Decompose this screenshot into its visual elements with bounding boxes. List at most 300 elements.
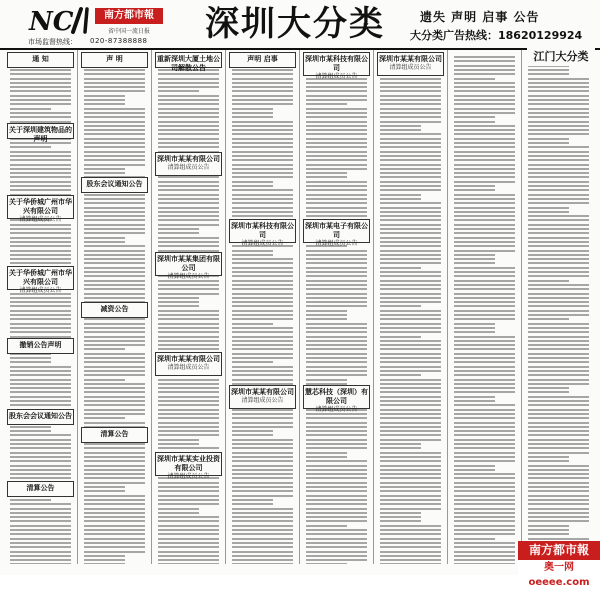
text-line bbox=[84, 138, 145, 140]
text-line bbox=[10, 318, 71, 320]
text-line bbox=[306, 133, 367, 135]
text-line bbox=[454, 512, 515, 514]
text-line bbox=[84, 452, 145, 454]
text-line bbox=[158, 305, 199, 307]
text-line bbox=[306, 159, 367, 161]
notice-subtitle: 清算组成员公告 bbox=[167, 364, 210, 371]
text-line bbox=[454, 155, 515, 157]
text-line bbox=[158, 482, 219, 484]
text-line bbox=[232, 473, 293, 475]
text-line bbox=[528, 301, 589, 303]
text-line bbox=[306, 121, 367, 123]
text-line bbox=[528, 327, 589, 329]
text-line bbox=[380, 563, 441, 564]
notice-title: 关于华侨城广州市华兴有限公司 bbox=[9, 198, 72, 215]
text-line bbox=[306, 379, 347, 381]
text-line bbox=[232, 452, 293, 454]
text-line bbox=[84, 542, 145, 544]
text-line bbox=[10, 301, 71, 303]
text-line bbox=[158, 396, 219, 398]
text-line bbox=[10, 116, 71, 118]
text-line bbox=[10, 228, 71, 230]
text-line bbox=[380, 297, 441, 299]
text-line bbox=[10, 520, 71, 522]
text-line bbox=[10, 151, 71, 153]
notice-title: 通 知 bbox=[32, 55, 49, 63]
text-line bbox=[232, 69, 293, 71]
text-line bbox=[454, 400, 495, 402]
text-line bbox=[232, 379, 293, 381]
text-line bbox=[232, 482, 293, 484]
text-line bbox=[158, 417, 219, 419]
text-line bbox=[528, 465, 589, 467]
text-line bbox=[528, 361, 589, 363]
text-line bbox=[380, 357, 441, 359]
text-line bbox=[380, 465, 441, 467]
text-line bbox=[454, 486, 515, 488]
text-line bbox=[454, 280, 515, 282]
notice-box bbox=[303, 219, 370, 247]
text-line bbox=[84, 503, 145, 505]
text-line bbox=[84, 250, 145, 252]
text-line bbox=[10, 546, 71, 548]
text-line bbox=[158, 99, 219, 101]
text-line bbox=[10, 112, 71, 114]
notice-box bbox=[229, 385, 296, 409]
text-line bbox=[232, 529, 293, 531]
text-line bbox=[84, 409, 145, 411]
text-line bbox=[158, 237, 219, 239]
text-line bbox=[84, 331, 145, 333]
text-line bbox=[158, 344, 219, 346]
text-line bbox=[306, 430, 367, 432]
text-line bbox=[158, 219, 219, 221]
text-line bbox=[84, 318, 145, 320]
text-line bbox=[84, 387, 145, 389]
text-line bbox=[380, 353, 441, 355]
text-line bbox=[454, 490, 515, 492]
text-line bbox=[232, 370, 293, 372]
text-line bbox=[84, 262, 145, 264]
text-line bbox=[306, 559, 367, 561]
text-line bbox=[158, 318, 219, 320]
text-line bbox=[380, 516, 421, 518]
text-line bbox=[454, 422, 515, 424]
text-line bbox=[380, 413, 441, 415]
text-line bbox=[306, 417, 367, 419]
text-line bbox=[10, 237, 71, 239]
text-line bbox=[380, 555, 441, 557]
text-line bbox=[158, 499, 219, 501]
text-line bbox=[158, 409, 219, 411]
text-line bbox=[158, 490, 219, 492]
text-line bbox=[306, 499, 367, 501]
text-line bbox=[10, 90, 71, 92]
masthead-badge: 南方都市報 bbox=[95, 8, 163, 24]
text-line bbox=[528, 490, 589, 492]
notice-subtitle: 清算组成员公告 bbox=[167, 273, 210, 280]
text-line bbox=[380, 275, 441, 277]
text-line bbox=[232, 133, 293, 135]
text-line bbox=[10, 181, 71, 183]
text-line bbox=[528, 168, 589, 170]
text-line bbox=[380, 400, 441, 402]
text-line bbox=[158, 215, 219, 217]
text-line bbox=[232, 538, 293, 540]
text-line bbox=[232, 495, 293, 497]
text-line bbox=[158, 400, 219, 402]
text-line bbox=[158, 503, 219, 505]
text-line bbox=[306, 452, 347, 454]
text-line bbox=[528, 400, 589, 402]
text-line bbox=[84, 563, 125, 564]
text-line bbox=[380, 185, 441, 187]
text-line bbox=[84, 559, 125, 561]
text-line bbox=[454, 245, 515, 247]
text-line bbox=[306, 426, 367, 428]
text-line bbox=[380, 499, 441, 501]
text-line bbox=[10, 164, 71, 166]
text-line bbox=[528, 271, 589, 273]
text-line bbox=[158, 288, 219, 290]
text-line bbox=[380, 469, 441, 471]
text-line bbox=[306, 280, 367, 282]
text-line bbox=[454, 430, 515, 432]
notice-title: 声 明 bbox=[106, 55, 123, 63]
text-line bbox=[84, 533, 145, 535]
text-line bbox=[10, 310, 71, 312]
text-line bbox=[528, 508, 589, 510]
text-line bbox=[158, 533, 219, 535]
text-line bbox=[158, 142, 219, 144]
notice-box bbox=[81, 52, 148, 68]
text-line bbox=[232, 318, 293, 320]
text-line bbox=[306, 198, 367, 200]
text-line bbox=[454, 95, 515, 97]
column-6 bbox=[374, 50, 448, 564]
text-line bbox=[84, 555, 125, 557]
text-line bbox=[306, 374, 367, 376]
text-line bbox=[84, 133, 145, 135]
text-line bbox=[306, 486, 367, 488]
text-line bbox=[158, 447, 219, 449]
text-line bbox=[528, 250, 589, 252]
text-line bbox=[10, 426, 51, 428]
text-line bbox=[84, 258, 145, 260]
text-line bbox=[380, 241, 441, 243]
text-line bbox=[380, 288, 441, 290]
stamp-top: 南方都市報 bbox=[518, 541, 600, 560]
text-line bbox=[380, 82, 441, 84]
text-line bbox=[158, 90, 199, 92]
sidebar-heading: 江门大分类 bbox=[527, 48, 595, 66]
text-line bbox=[158, 103, 219, 105]
text-line bbox=[84, 194, 145, 196]
text-line bbox=[454, 465, 495, 467]
newspaper-logo-icon bbox=[27, 6, 97, 34]
text-line bbox=[158, 327, 219, 329]
text-line bbox=[232, 327, 293, 329]
text-line bbox=[84, 219, 145, 221]
text-line bbox=[454, 533, 515, 535]
ad-hotline: 大分类广告热线：18620129924 bbox=[410, 29, 583, 42]
text-line bbox=[454, 73, 515, 75]
text-line bbox=[10, 387, 71, 389]
text-line bbox=[380, 490, 441, 492]
text-line bbox=[380, 125, 421, 127]
text-line bbox=[380, 525, 441, 527]
text-line bbox=[454, 374, 515, 376]
text-line bbox=[158, 108, 219, 110]
text-line bbox=[10, 529, 71, 531]
text-line bbox=[158, 542, 219, 544]
text-line bbox=[306, 86, 367, 88]
text-line bbox=[380, 262, 441, 264]
text-line bbox=[454, 215, 515, 217]
text-line bbox=[232, 176, 293, 178]
text-line bbox=[232, 211, 293, 213]
text-line bbox=[84, 82, 145, 84]
classified-columns bbox=[4, 50, 596, 564]
text-line bbox=[306, 258, 367, 260]
text-line bbox=[454, 284, 515, 286]
text-line bbox=[84, 293, 145, 295]
text-line bbox=[306, 189, 367, 191]
text-line bbox=[528, 499, 589, 501]
text-line bbox=[232, 563, 293, 564]
text-line bbox=[10, 327, 71, 329]
text-line bbox=[232, 469, 293, 471]
text-line bbox=[10, 563, 71, 564]
text-line bbox=[10, 172, 71, 174]
text-line bbox=[84, 271, 145, 273]
text-line bbox=[232, 215, 293, 217]
text-line bbox=[232, 280, 293, 282]
text-line bbox=[380, 460, 441, 462]
text-line bbox=[84, 125, 145, 127]
text-line bbox=[528, 284, 589, 286]
text-line bbox=[380, 305, 421, 307]
text-line bbox=[306, 516, 367, 518]
text-line bbox=[454, 439, 515, 441]
text-line bbox=[306, 512, 367, 514]
text-line bbox=[454, 267, 515, 269]
text-line bbox=[232, 417, 293, 419]
text-line bbox=[10, 499, 51, 501]
text-line bbox=[306, 336, 367, 338]
text-line bbox=[84, 327, 145, 329]
text-line bbox=[84, 490, 125, 492]
stamp-bottom: 奥一网 oeeee.com bbox=[518, 560, 600, 575]
text-line bbox=[306, 331, 367, 333]
text-line bbox=[306, 301, 367, 303]
text-line bbox=[306, 482, 367, 484]
column-5 bbox=[300, 50, 374, 564]
text-line bbox=[380, 202, 441, 204]
text-line bbox=[158, 245, 219, 247]
text-line bbox=[232, 486, 293, 488]
text-line bbox=[158, 379, 219, 381]
text-line bbox=[10, 379, 71, 381]
text-line bbox=[528, 129, 589, 131]
text-line bbox=[380, 477, 441, 479]
text-line bbox=[306, 146, 367, 148]
text-line bbox=[380, 331, 441, 333]
text-line bbox=[84, 529, 145, 531]
text-line bbox=[84, 391, 145, 393]
text-line bbox=[528, 207, 569, 209]
text-line bbox=[158, 224, 219, 226]
text-line bbox=[232, 73, 293, 75]
text-line bbox=[232, 267, 293, 269]
text-line bbox=[454, 65, 515, 67]
text-line bbox=[84, 146, 145, 148]
text-line bbox=[528, 353, 589, 355]
text-line bbox=[158, 198, 219, 200]
text-line bbox=[306, 284, 367, 286]
text-line bbox=[528, 146, 589, 148]
text-line bbox=[232, 413, 293, 415]
text-line bbox=[158, 232, 199, 234]
text-line bbox=[454, 138, 515, 140]
text-line bbox=[306, 529, 367, 531]
page-subtitle: 遗失 声明 启事 公告 bbox=[420, 10, 540, 24]
text-line bbox=[306, 353, 367, 355]
text-line bbox=[232, 99, 293, 101]
text-line bbox=[454, 194, 515, 196]
text-line bbox=[10, 400, 71, 402]
text-line bbox=[84, 344, 145, 346]
text-line bbox=[306, 168, 367, 170]
text-line bbox=[306, 357, 367, 359]
text-line bbox=[528, 142, 569, 144]
text-line bbox=[232, 181, 273, 183]
text-line bbox=[454, 112, 515, 114]
text-line bbox=[380, 495, 441, 497]
text-line bbox=[454, 262, 495, 264]
text-line bbox=[306, 447, 367, 449]
text-line bbox=[454, 241, 515, 243]
text-line bbox=[454, 348, 515, 350]
text-line bbox=[380, 138, 441, 140]
text-line bbox=[380, 456, 441, 458]
text-line bbox=[528, 525, 569, 527]
text-line bbox=[306, 314, 347, 316]
text-line bbox=[232, 314, 293, 316]
text-line bbox=[306, 181, 367, 183]
text-line bbox=[84, 379, 125, 381]
text-line bbox=[10, 447, 71, 449]
text-line bbox=[306, 297, 367, 299]
text-line bbox=[84, 155, 145, 157]
text-line bbox=[10, 542, 71, 544]
text-line bbox=[454, 542, 515, 544]
text-line bbox=[528, 387, 569, 389]
text-line bbox=[454, 232, 515, 234]
text-line bbox=[158, 323, 219, 325]
text-line bbox=[158, 422, 219, 424]
text-line bbox=[158, 146, 219, 148]
text-line bbox=[454, 224, 515, 226]
text-line bbox=[528, 151, 589, 153]
text-line bbox=[380, 250, 441, 252]
text-line bbox=[10, 99, 71, 101]
text-line bbox=[454, 529, 515, 531]
text-line bbox=[306, 185, 367, 187]
text-line bbox=[232, 288, 293, 290]
text-line bbox=[232, 250, 273, 252]
text-line bbox=[528, 529, 569, 531]
text-line bbox=[528, 232, 589, 234]
text-line bbox=[528, 409, 589, 411]
text-line bbox=[84, 336, 145, 338]
text-line bbox=[84, 348, 125, 350]
text-line bbox=[528, 297, 589, 299]
notice-subtitle: 清算组成员公告 bbox=[19, 287, 62, 294]
text-line bbox=[84, 254, 145, 256]
text-line bbox=[84, 482, 145, 484]
text-line bbox=[454, 164, 515, 166]
notice-box bbox=[81, 427, 148, 443]
text-line bbox=[528, 404, 589, 406]
text-line bbox=[454, 133, 515, 135]
text-line bbox=[84, 159, 145, 161]
text-line bbox=[528, 267, 589, 269]
text-line bbox=[380, 538, 441, 540]
text-line bbox=[528, 434, 589, 436]
text-line bbox=[454, 207, 515, 209]
text-line bbox=[528, 215, 589, 217]
text-line bbox=[528, 422, 589, 424]
text-line bbox=[454, 288, 515, 290]
text-line bbox=[454, 520, 515, 522]
text-line bbox=[84, 477, 145, 479]
text-line bbox=[380, 439, 441, 441]
text-line bbox=[454, 434, 515, 436]
text-line bbox=[306, 138, 367, 140]
text-line bbox=[454, 499, 515, 501]
text-line bbox=[84, 69, 145, 71]
text-line bbox=[84, 232, 145, 234]
text-line bbox=[528, 456, 569, 458]
text-line bbox=[10, 305, 71, 307]
text-line bbox=[232, 465, 293, 467]
text-line bbox=[380, 129, 421, 131]
text-line bbox=[10, 516, 71, 518]
text-line bbox=[306, 551, 367, 553]
text-line bbox=[454, 82, 515, 84]
text-line bbox=[380, 112, 441, 114]
text-line bbox=[528, 323, 589, 325]
text-line bbox=[306, 90, 367, 92]
notice-box bbox=[155, 52, 222, 72]
text-line bbox=[380, 508, 441, 510]
notice-title: 股东会议通知公告 bbox=[86, 180, 143, 188]
text-line bbox=[454, 417, 515, 419]
text-line bbox=[232, 456, 293, 458]
text-line bbox=[306, 172, 347, 174]
text-line bbox=[84, 404, 145, 406]
text-line bbox=[232, 353, 293, 355]
text-line bbox=[528, 340, 589, 342]
text-line bbox=[84, 224, 145, 226]
text-line bbox=[84, 460, 145, 462]
notice-title: 股东会会议通知公告 bbox=[9, 412, 72, 420]
text-line bbox=[158, 297, 199, 299]
text-line bbox=[232, 516, 293, 518]
text-line bbox=[10, 469, 71, 471]
text-line bbox=[454, 56, 515, 58]
